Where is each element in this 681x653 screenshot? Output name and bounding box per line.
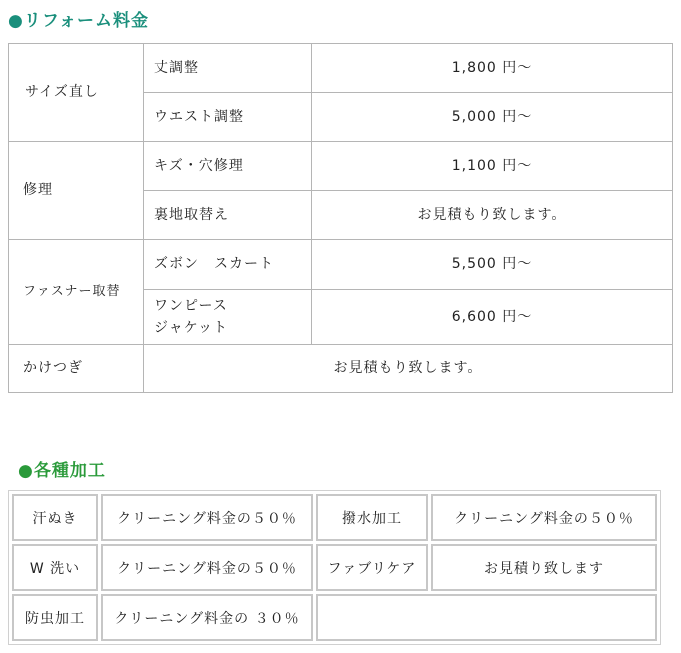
- table-row: [12, 544, 657, 591]
- table-row: [9, 44, 673, 93]
- process-value: お見積り致します: [431, 544, 657, 591]
- processing-price-table: [8, 490, 661, 645]
- item-name-line1: ワンピース: [154, 297, 228, 314]
- process-label: 汗ぬき: [12, 494, 98, 541]
- item-name: [144, 290, 312, 345]
- item-name: 裏地取替え: [144, 191, 312, 240]
- table-row: [12, 594, 657, 641]
- processing-heading: ●各種加工: [18, 461, 106, 481]
- category-zipper-replacement: ファスナー取替: [9, 240, 144, 345]
- item-name: ズボン スカート: [144, 240, 312, 290]
- reform-heading: ●リフォーム料金: [8, 11, 149, 31]
- category-repair: 修理: [9, 142, 144, 240]
- item-price: 6,600 円～: [312, 290, 673, 345]
- item-price: 1,100 円～: [312, 142, 673, 191]
- category-size-adjustment: サイズ直し: [9, 44, 144, 142]
- item-name-line2: ジャケット: [154, 320, 229, 336]
- process-value: クリーニング料金の５０％: [431, 494, 657, 541]
- item-name: 丈調整: [144, 44, 312, 93]
- item-price: お見積もり致します。: [312, 191, 673, 240]
- table-row: [9, 345, 673, 393]
- process-value: クリーニング料金の ３０％: [101, 594, 313, 641]
- empty-cell: [316, 594, 657, 641]
- item-price: 1,800 円～: [312, 44, 673, 93]
- reform-price-table: [8, 43, 673, 393]
- item-name: ウエスト調整: [144, 93, 312, 142]
- process-value: クリーニング料金の５０％: [101, 494, 313, 541]
- item-name: キズ・穴修理: [144, 142, 312, 191]
- process-value: クリーニング料金の５０％: [101, 544, 313, 591]
- process-label: ファブリケア: [316, 544, 428, 591]
- process-label: W 洗い: [12, 544, 98, 591]
- item-price: お見積もり致します。: [144, 345, 673, 393]
- process-label: 防虫加工: [12, 594, 98, 641]
- table-row: [12, 494, 657, 541]
- category-darning: かけつぎ: [9, 345, 144, 393]
- table-row: [9, 142, 673, 191]
- item-price: 5,000 円～: [312, 93, 673, 142]
- process-label: 撥水加工: [316, 494, 428, 541]
- table-row: [9, 240, 673, 290]
- item-price: 5,500 円～: [312, 240, 673, 290]
